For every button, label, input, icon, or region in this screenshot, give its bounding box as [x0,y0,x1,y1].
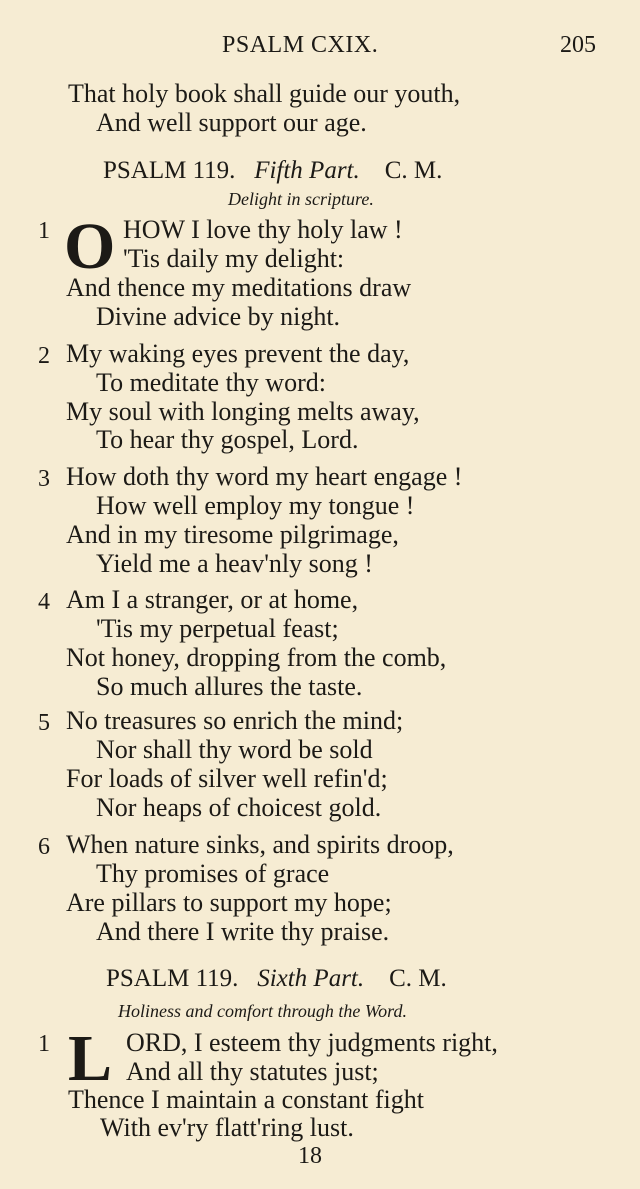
drop-cap: L [68,1022,113,1095]
section-title-part: Fifth Part. [254,157,360,184]
running-header-title: PSALM CXIX. [222,32,379,58]
section-title-part: Sixth Part. [257,965,365,992]
verse-line: Thy promises of grace [96,859,330,888]
verse-line: So much allures the taste. [96,672,363,701]
verse-number: 1 [38,218,50,244]
section-title-psalm: PSALM 119. [103,157,236,184]
verse-number: 2 [38,343,50,369]
section-title-meter: C. M. [389,965,447,992]
page-number: 205 [560,32,596,58]
verse-line: That holy book shall guide our youth, [68,79,461,108]
verse-line: Not honey, dropping from the comb, [66,643,447,672]
verse-line: My soul with longing melts away, [66,397,420,426]
verse-line: How well employ my tongue ! [96,491,415,520]
section-title-meter: C. M. [384,157,443,184]
section-subtitle: Holiness and comfort through the Word. [118,1001,408,1021]
verse-line: When nature sinks, and spirits droop, [66,830,454,859]
verse-line: And in my tiresome pilgrimage, [66,520,399,549]
verse-line: Thence I maintain a constant fight [68,1085,424,1114]
verse-number: 4 [38,589,50,615]
verse-line: And there I write thy praise. [96,917,390,946]
verse-line: Divine advice by night. [96,302,341,331]
verse-number: 1 [38,1031,50,1057]
verse-line: With ev'ry flatt'ring lust. [100,1113,354,1142]
verse-line: For loads of silver well refin'd; [66,764,388,793]
section-subtitle: Delight in scripture. [228,189,374,209]
verse-line: Are pillars to support my hope; [66,888,392,917]
verse-line: 'Tis daily my delight: [123,244,345,273]
verse-number: 6 [38,834,50,860]
verse-line: Nor shall thy word be sold [96,735,373,764]
verse-line: And thence my meditations draw [66,273,412,302]
verse-line: To hear thy gospel, Lord. [96,425,359,454]
verse-number: 5 [38,710,50,736]
section-title [103,157,442,185]
verse-number: 3 [38,466,50,492]
drop-cap: O [64,210,116,283]
verse-line: 'Tis my perpetual feast; [96,614,339,643]
section-title-psalm: PSALM 119. [106,965,239,992]
verse-line: To meditate thy word: [96,368,326,397]
verse-line: Am I a stranger, or at home, [66,585,359,614]
verse-line: Nor heaps of choicest gold. [96,793,382,822]
section-title [106,965,447,993]
verse-line: Yield me a heav'nly song ! [96,549,373,578]
verse-line: And well support our age. [96,108,367,137]
verse-line: HOW I love thy holy law ! [123,215,403,244]
verse-line: No treasures so enrich the mind; [66,706,404,735]
verse-line: ORD, I esteem thy judgments right, [126,1028,498,1057]
verse-line: How doth thy word my heart engage ! [66,462,463,491]
verse-line: My waking eyes prevent the day, [66,339,410,368]
verse-line: And all thy statutes just; [126,1057,379,1086]
signature-mark: 18 [298,1143,322,1169]
